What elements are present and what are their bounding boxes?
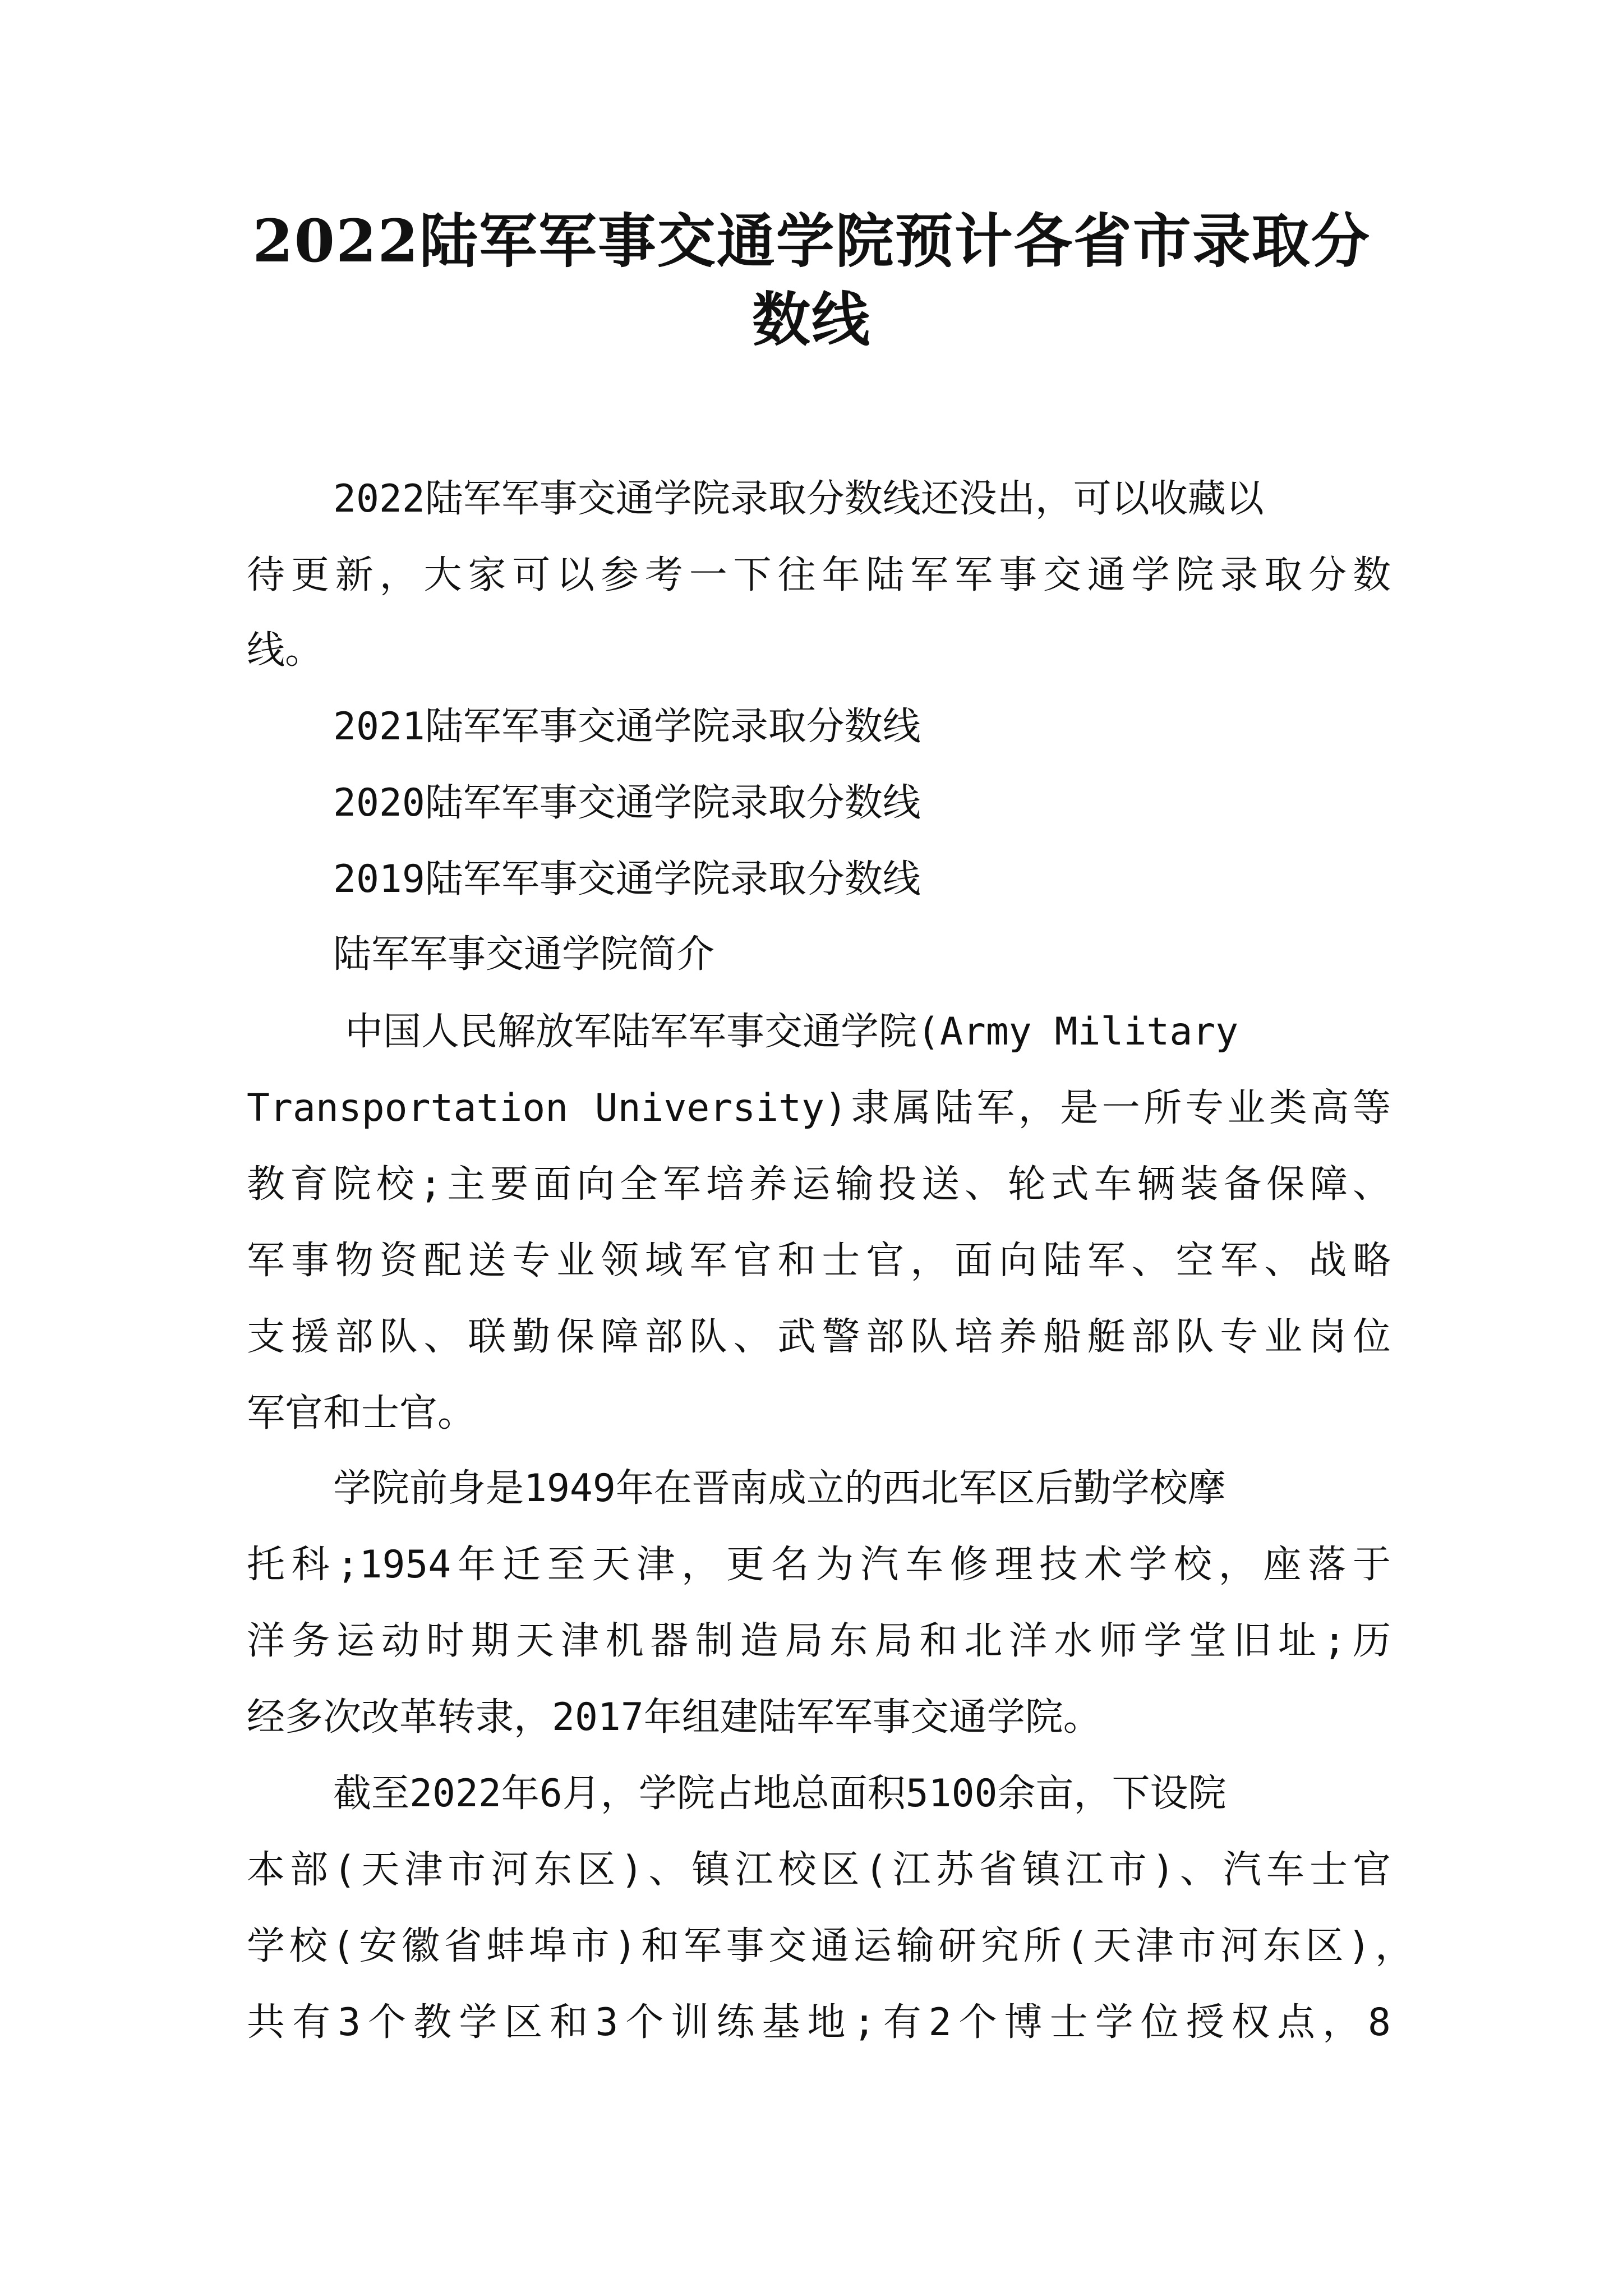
body-line: 军事物资配送专业领域军官和士官，面向陆军、空军、战略 bbox=[247, 1239, 1391, 1283]
body-line: 支援部队、联勤保障部队、武警部队培养船艇部队专业岗位 bbox=[247, 1315, 1391, 1359]
body-line: 中国人民解放军陆军军事交通学院(Army Military bbox=[345, 1010, 1239, 1054]
document-title-line-1: 2022陆军军事交通学院预计各省市录取分 bbox=[252, 206, 1371, 275]
body-line: 军官和士官。 bbox=[247, 1391, 476, 1435]
body-line: 学院前身是1949年在晋南成立的西北军区后勤学校摩 bbox=[333, 1466, 1226, 1511]
body-line: 教育院校;主要面向全军培养运输投送、轮式车辆装备保障、 bbox=[247, 1162, 1391, 1207]
body-line: 待更新，大家可以参考一下往年陆军军事交通学院录取分数 bbox=[247, 553, 1391, 597]
body-line: 共有3个教学区和3个训练基地;有2个博士学位授权点，8 bbox=[247, 2000, 1391, 2045]
section-heading: 陆军军事交通学院简介 bbox=[333, 932, 715, 977]
document-title-line-2: 数线 bbox=[751, 285, 871, 354]
body-line: 截至2022年6月，学院占地总面积5100余亩，下设院 bbox=[333, 1772, 1227, 1816]
body-line: 2019陆军军事交通学院录取分数线 bbox=[333, 857, 921, 901]
body-line: 本部(天津市河东区)、镇江校区(江苏省镇江市)、汽车士官 bbox=[247, 1848, 1391, 1892]
body-line: 洋务运动时期天津机器制造局东局和北洋水师学堂旧址;历 bbox=[247, 1619, 1391, 1663]
body-line: 托科;1954年迁至天津，更名为汽车修理技术学校，座落于 bbox=[247, 1543, 1391, 1587]
body-line: 2020陆军军事交通学院录取分数线 bbox=[333, 781, 921, 825]
body-line: Transportation University)隶属陆军，是一所专业类高等 bbox=[247, 1086, 1391, 1130]
body-line: 经多次改革转隶，2017年组建陆军军事交通学院。 bbox=[247, 1695, 1101, 1740]
body-line: 学校(安徽省蚌埠市)和军事交通运输研究所(天津市河东区)， bbox=[247, 1924, 1413, 1968]
body-line: 2021陆军军事交通学院录取分数线 bbox=[333, 705, 921, 749]
body-line: 2022陆军军事交通学院录取分数线还没出，可以收藏以 bbox=[333, 477, 1264, 521]
body-line: 线。 bbox=[247, 628, 324, 673]
